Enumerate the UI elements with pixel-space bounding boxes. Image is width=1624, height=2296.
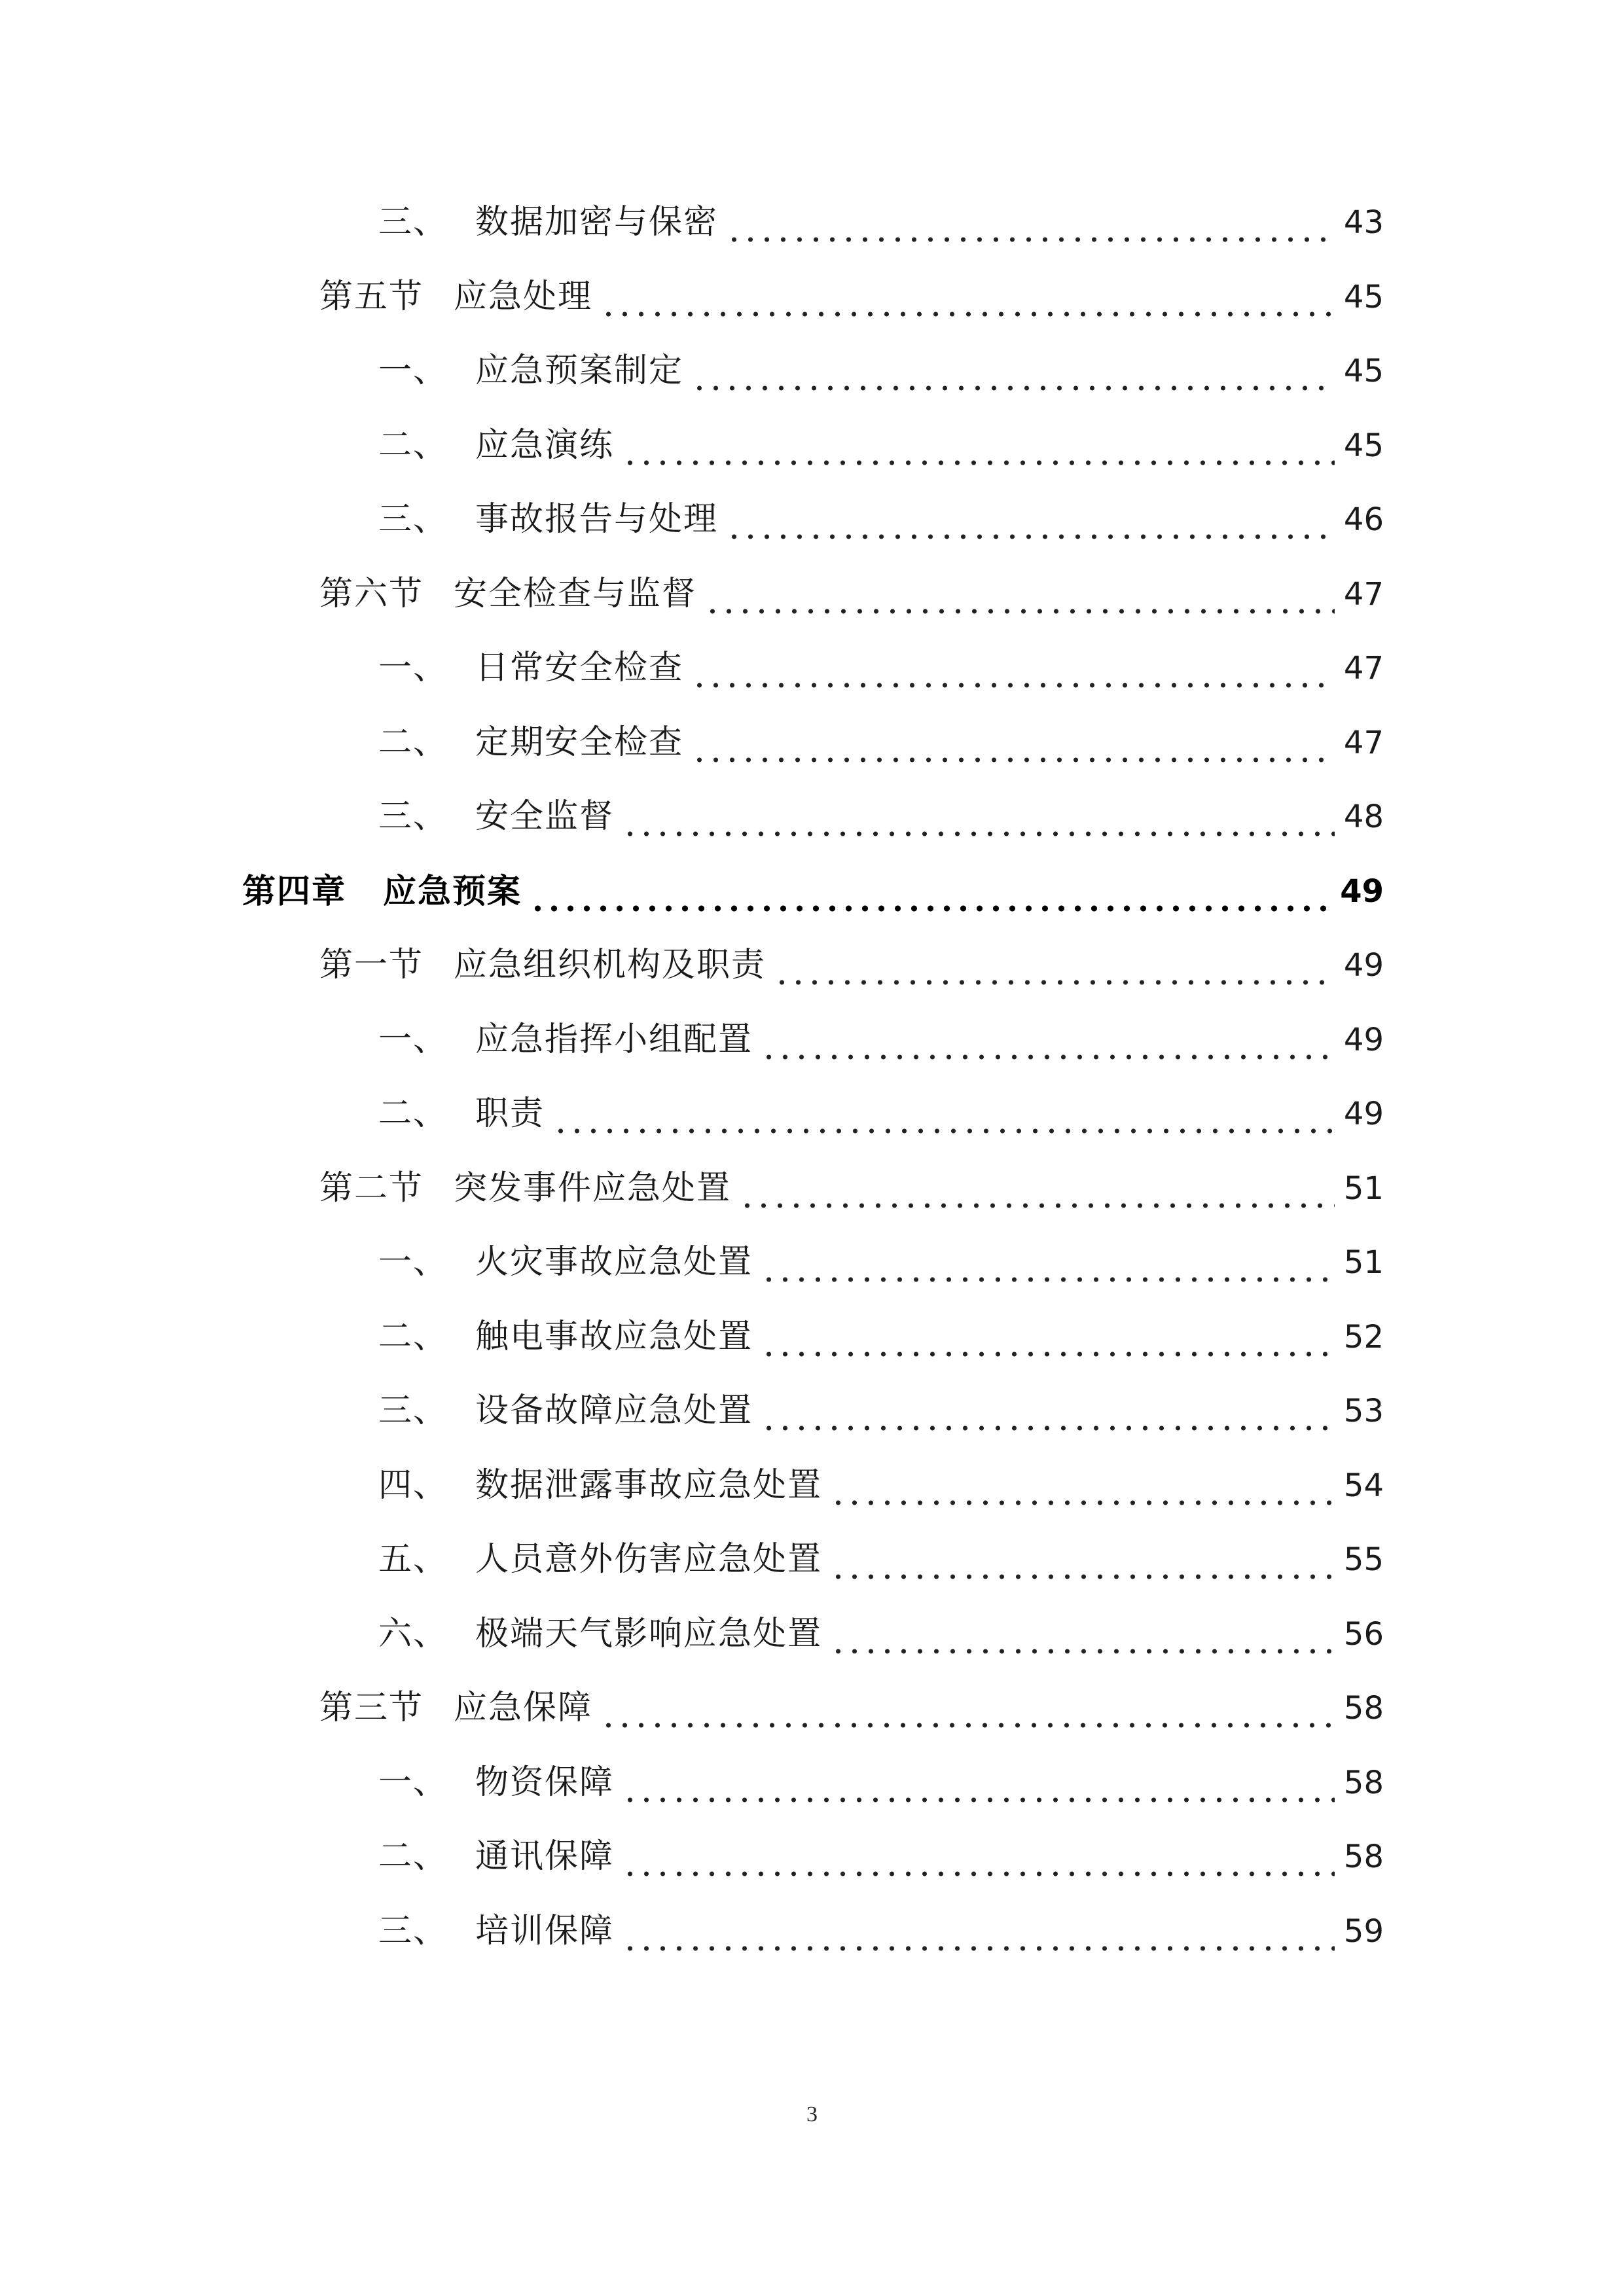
- toc-entry-title: 人员意外伤害应急处置: [475, 1540, 823, 1579]
- toc-entry[interactable]: [378, 196, 1384, 249]
- toc-entry-number: 五、: [378, 1540, 448, 1579]
- toc-entry[interactable]: [378, 1905, 1384, 1958]
- dot-leader: [622, 420, 1335, 472]
- toc-entry[interactable]: [378, 1088, 1384, 1140]
- toc-entry[interactable]: [319, 1682, 1384, 1734]
- dot-leader: [761, 1311, 1335, 1363]
- dot-leader: [622, 1757, 1335, 1809]
- toc-entry-number: 二、: [378, 426, 448, 465]
- page-number: 3: [806, 2102, 818, 2126]
- toc-entry-page: 54: [1343, 1467, 1384, 1504]
- toc-entry[interactable]: [319, 271, 1384, 323]
- toc-entry-title: 事故报告与处理: [475, 500, 719, 539]
- dot-leader: [704, 568, 1335, 620]
- dot-leader: [774, 939, 1335, 992]
- dot-leader: [761, 1014, 1335, 1066]
- toc-entry-number: 二、: [378, 1837, 448, 1876]
- toc-entry-title: 应急预案制定: [475, 351, 684, 390]
- toc-entry-title: 极端天气影响应急处置: [475, 1615, 823, 1653]
- dot-leader: [830, 1608, 1335, 1660]
- toc-entry-page: 58: [1343, 1765, 1384, 1801]
- toc-entry[interactable]: [378, 493, 1384, 546]
- toc-entry-page: 51: [1343, 1244, 1384, 1281]
- toc-entry-page: 52: [1343, 1319, 1384, 1355]
- toc-entry-title: 应急指挥小组配置: [475, 1020, 753, 1059]
- toc-entry-title: 职责: [475, 1094, 545, 1133]
- toc-entry-title: 数据加密与保密: [475, 203, 719, 242]
- dot-leader: [530, 865, 1331, 918]
- toc-entry-title: 培训保障: [475, 1912, 615, 1950]
- toc-entry-number: 四、: [378, 1466, 448, 1505]
- dot-leader: [600, 1682, 1335, 1734]
- toc-entry[interactable]: [378, 1757, 1384, 1809]
- toc-entry-page: 58: [1343, 1690, 1384, 1727]
- dot-leader: [691, 345, 1335, 397]
- toc-entry-number: 三、: [378, 797, 448, 836]
- toc-entry-title: 数据泄露事故应急处置: [475, 1466, 823, 1505]
- dot-leader: [761, 1236, 1335, 1289]
- toc-entry[interactable]: [319, 939, 1384, 992]
- toc-entry-number: 第六节: [319, 575, 424, 613]
- toc-entry-number: 第五节: [319, 278, 424, 316]
- toc-entry-title: 触电事故应急处置: [475, 1318, 753, 1356]
- toc-entry-number: 二、: [378, 723, 448, 762]
- toc-entry-page: 45: [1343, 353, 1384, 389]
- toc-entry[interactable]: [378, 1385, 1384, 1437]
- toc-entry[interactable]: [378, 1460, 1384, 1512]
- toc-entry-page: 56: [1343, 1616, 1384, 1653]
- toc-entry-title: 通讯保障: [475, 1837, 615, 1876]
- toc-entry-page: 46: [1343, 501, 1384, 538]
- toc-entry-page: 47: [1343, 650, 1384, 687]
- toc-entry[interactable]: [319, 568, 1384, 620]
- toc-entry-number: 一、: [378, 351, 448, 390]
- toc-entry-page: 49: [1343, 1022, 1384, 1058]
- toc-entry-title: 应急演练: [475, 426, 615, 465]
- dot-leader: [691, 642, 1335, 694]
- toc-entry-title: 应急预案: [383, 872, 522, 911]
- toc-entry-page: 59: [1343, 1913, 1384, 1950]
- toc-entry-number: 第三节: [319, 1689, 424, 1727]
- toc-entry-page: 47: [1343, 576, 1384, 613]
- toc-entry-number: 一、: [378, 1243, 448, 1282]
- toc-entry-number: 二、: [378, 1094, 448, 1133]
- dot-leader: [622, 1831, 1335, 1883]
- dot-leader: [552, 1088, 1335, 1140]
- toc-entry-title: 突发事件应急处置: [454, 1169, 732, 1208]
- toc-entry-page: 51: [1343, 1170, 1384, 1207]
- toc-entry-title: 安全监督: [475, 797, 615, 836]
- toc-entry-number: 第二节: [319, 1169, 424, 1208]
- toc-entry-title: 定期安全检查: [475, 723, 684, 762]
- toc-entry-title: 设备故障应急处置: [475, 1391, 753, 1430]
- toc-entry-page: 49: [1343, 947, 1384, 984]
- toc-entry[interactable]: [378, 1311, 1384, 1363]
- toc-entry-title: 安全检查与监督: [454, 575, 697, 613]
- toc-entry-page: 49: [1340, 873, 1384, 910]
- dot-leader: [830, 1534, 1335, 1586]
- toc-entry-page: 43: [1343, 204, 1384, 241]
- toc-entry-title: 火灾事故应急处置: [475, 1243, 753, 1282]
- toc-entry-title: 应急处理: [454, 278, 593, 316]
- toc-entry-number: 第四章: [242, 872, 347, 911]
- toc-entry[interactable]: [319, 1162, 1384, 1215]
- toc-entry-number: 三、: [378, 203, 448, 242]
- dot-leader: [739, 1162, 1335, 1215]
- dot-leader: [622, 791, 1335, 843]
- toc-entry-title: 物资保障: [475, 1763, 615, 1802]
- toc-entry-number: 一、: [378, 1763, 448, 1802]
- dot-leader: [600, 271, 1335, 323]
- dot-leader: [761, 1385, 1335, 1437]
- dot-leader: [726, 196, 1335, 249]
- toc-entry[interactable]: [378, 1831, 1384, 1883]
- toc-entry-number: 一、: [378, 649, 448, 687]
- dot-leader: [726, 493, 1335, 546]
- toc-entry-page: 45: [1343, 279, 1384, 315]
- toc-entry[interactable]: [378, 1014, 1384, 1066]
- dot-leader: [830, 1460, 1335, 1512]
- dot-leader: [622, 1905, 1335, 1958]
- toc-entry-number: 三、: [378, 500, 448, 539]
- toc-entry-title: 日常安全检查: [475, 649, 684, 687]
- toc-entry-page: 55: [1343, 1541, 1384, 1578]
- toc-entry-title: 应急保障: [454, 1689, 593, 1727]
- toc-entry-page: 47: [1343, 725, 1384, 761]
- toc-entry[interactable]: [378, 791, 1384, 843]
- toc-entry[interactable]: [378, 717, 1384, 769]
- toc-entry-number: 三、: [378, 1912, 448, 1950]
- toc-entry-page: 58: [1343, 1839, 1384, 1875]
- toc-entry-page: 49: [1343, 1096, 1384, 1132]
- toc-chapter-entry[interactable]: [242, 865, 1384, 918]
- toc-entry[interactable]: [378, 1236, 1384, 1289]
- toc-entry-page: 53: [1343, 1393, 1384, 1429]
- toc-entry-page: 45: [1343, 427, 1384, 464]
- toc-entry-page: 48: [1343, 798, 1384, 835]
- toc-entry-number: 三、: [378, 1391, 448, 1430]
- toc-entry[interactable]: [378, 642, 1384, 694]
- toc-entry[interactable]: [378, 420, 1384, 472]
- toc-entry[interactable]: [378, 345, 1384, 397]
- toc-entry-title: 应急组织机构及职责: [454, 946, 767, 984]
- toc-entry[interactable]: [378, 1608, 1384, 1660]
- toc-entry-number: 二、: [378, 1318, 448, 1356]
- toc-entry-number: 第一节: [319, 946, 424, 984]
- toc-entry-number: 一、: [378, 1020, 448, 1059]
- dot-leader: [691, 717, 1335, 769]
- toc-entry[interactable]: [378, 1534, 1384, 1586]
- toc-entry-number: 六、: [378, 1615, 448, 1653]
